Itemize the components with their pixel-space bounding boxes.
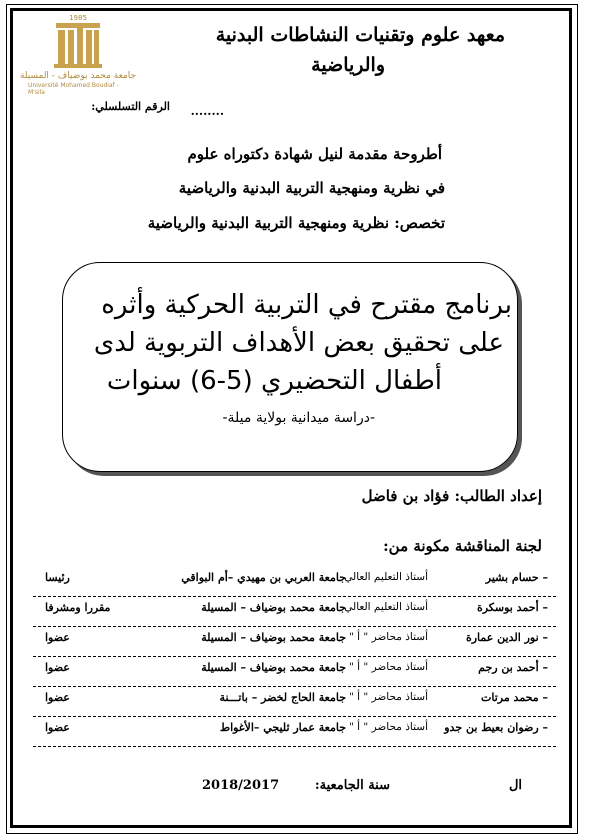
member-university: جامعة محمد بوضياف – المسيلة <box>201 661 346 674</box>
member-rank: أستاذ محاضر " أ " <box>349 721 428 733</box>
serial-value: ........ <box>190 104 224 118</box>
institute-name-line2: والرياضية <box>311 54 385 76</box>
member-university: جامعة محمد بوضياف – المسيلة <box>201 631 346 644</box>
member-rank: أستاذ محاضر " أ " <box>349 691 428 703</box>
committee-row <box>33 717 556 747</box>
university-emblem-icon <box>46 12 110 70</box>
member-role: عضوا <box>45 721 70 734</box>
logo-latin-name: Université Mohamed Boudiaf - M'sila <box>28 82 119 96</box>
committee-row <box>33 687 556 717</box>
student-line <box>362 487 542 505</box>
member-role: عضوا <box>45 631 70 644</box>
academic-year-label: سنة الجامعية: <box>314 778 390 793</box>
institute-name-line1: معهد علوم وتقنيات النشاطات البدنية <box>215 24 505 46</box>
row-divider <box>33 746 556 747</box>
member-role: عضوا <box>45 691 70 704</box>
member-name: – حسام بشير <box>485 571 548 584</box>
thesis-line3: تخصص: نظرية ومنهجية التربية البدنية والرياضية <box>147 214 445 232</box>
member-rank: أستاذ محاضر " أ " <box>349 661 428 673</box>
committee-row <box>33 657 556 687</box>
member-university: جامعة العربي بن مهيدي –أم البواقي <box>181 571 346 584</box>
committee-row <box>33 627 556 657</box>
member-name: – رضوان بعيط بن جدو <box>444 721 548 734</box>
student-label: إعداد الطالب: <box>454 487 542 505</box>
academic-year-prefix: ال <box>508 778 522 793</box>
member-university: جامعة الحاج لخضر – باتـــنة <box>219 691 346 704</box>
member-name: – نور الدين عمارة <box>465 631 548 644</box>
member-name: – أحمد بوسكرة <box>476 601 548 614</box>
member-university: جامعة عمار ثليجي –الأغواط <box>219 721 346 734</box>
title-subtitle: -دراسة ميدانية بولاية ميلة- <box>222 410 375 426</box>
university-logo <box>19 12 137 96</box>
student-name: فؤاد بن فاضل <box>361 487 450 505</box>
member-rank: أستاذ التعليم العالي <box>344 571 428 583</box>
member-name: – أحمد بن رجم <box>478 661 548 674</box>
serial-label: الرقم التسلسلي: <box>91 100 170 113</box>
academic-year-value: 2018/2017 <box>202 778 280 793</box>
title-line1: برنامج مقترح في التربية الحركية وأثره <box>101 290 512 320</box>
thesis-line1: أطروحة مقدمة لنيل شهادة دكتوراه علوم <box>187 145 442 163</box>
logo-arabic-name: جامعة محمد بوضياف - المسيلة <box>19 71 137 81</box>
title-line2: على تحقيق بعض الأهداف التربوية لدى <box>93 328 504 358</box>
thesis-line2: في نظرية ومنهجية التربية البدنية والرياضية <box>178 179 445 197</box>
member-role: عضوا <box>45 661 70 674</box>
member-university: جامعة محمد بوضياف – المسيلة <box>201 601 346 614</box>
member-name: – محمد مرتات <box>480 691 548 704</box>
member-rank: أستاذ التعليم العالي <box>344 601 428 613</box>
member-role: رئيسا <box>45 571 70 584</box>
title-line3: أطفال التحضيري (5-6) سنوات <box>106 366 442 396</box>
member-role: مقررا ومشرفا <box>45 601 111 614</box>
committee-row <box>33 567 556 597</box>
logo-year: 1985 <box>69 14 87 22</box>
committee-heading: لجنة المناقشة مكونة من: <box>383 537 542 555</box>
committee-row <box>33 597 556 627</box>
member-rank: أستاذ محاضر " أ " <box>349 631 428 643</box>
